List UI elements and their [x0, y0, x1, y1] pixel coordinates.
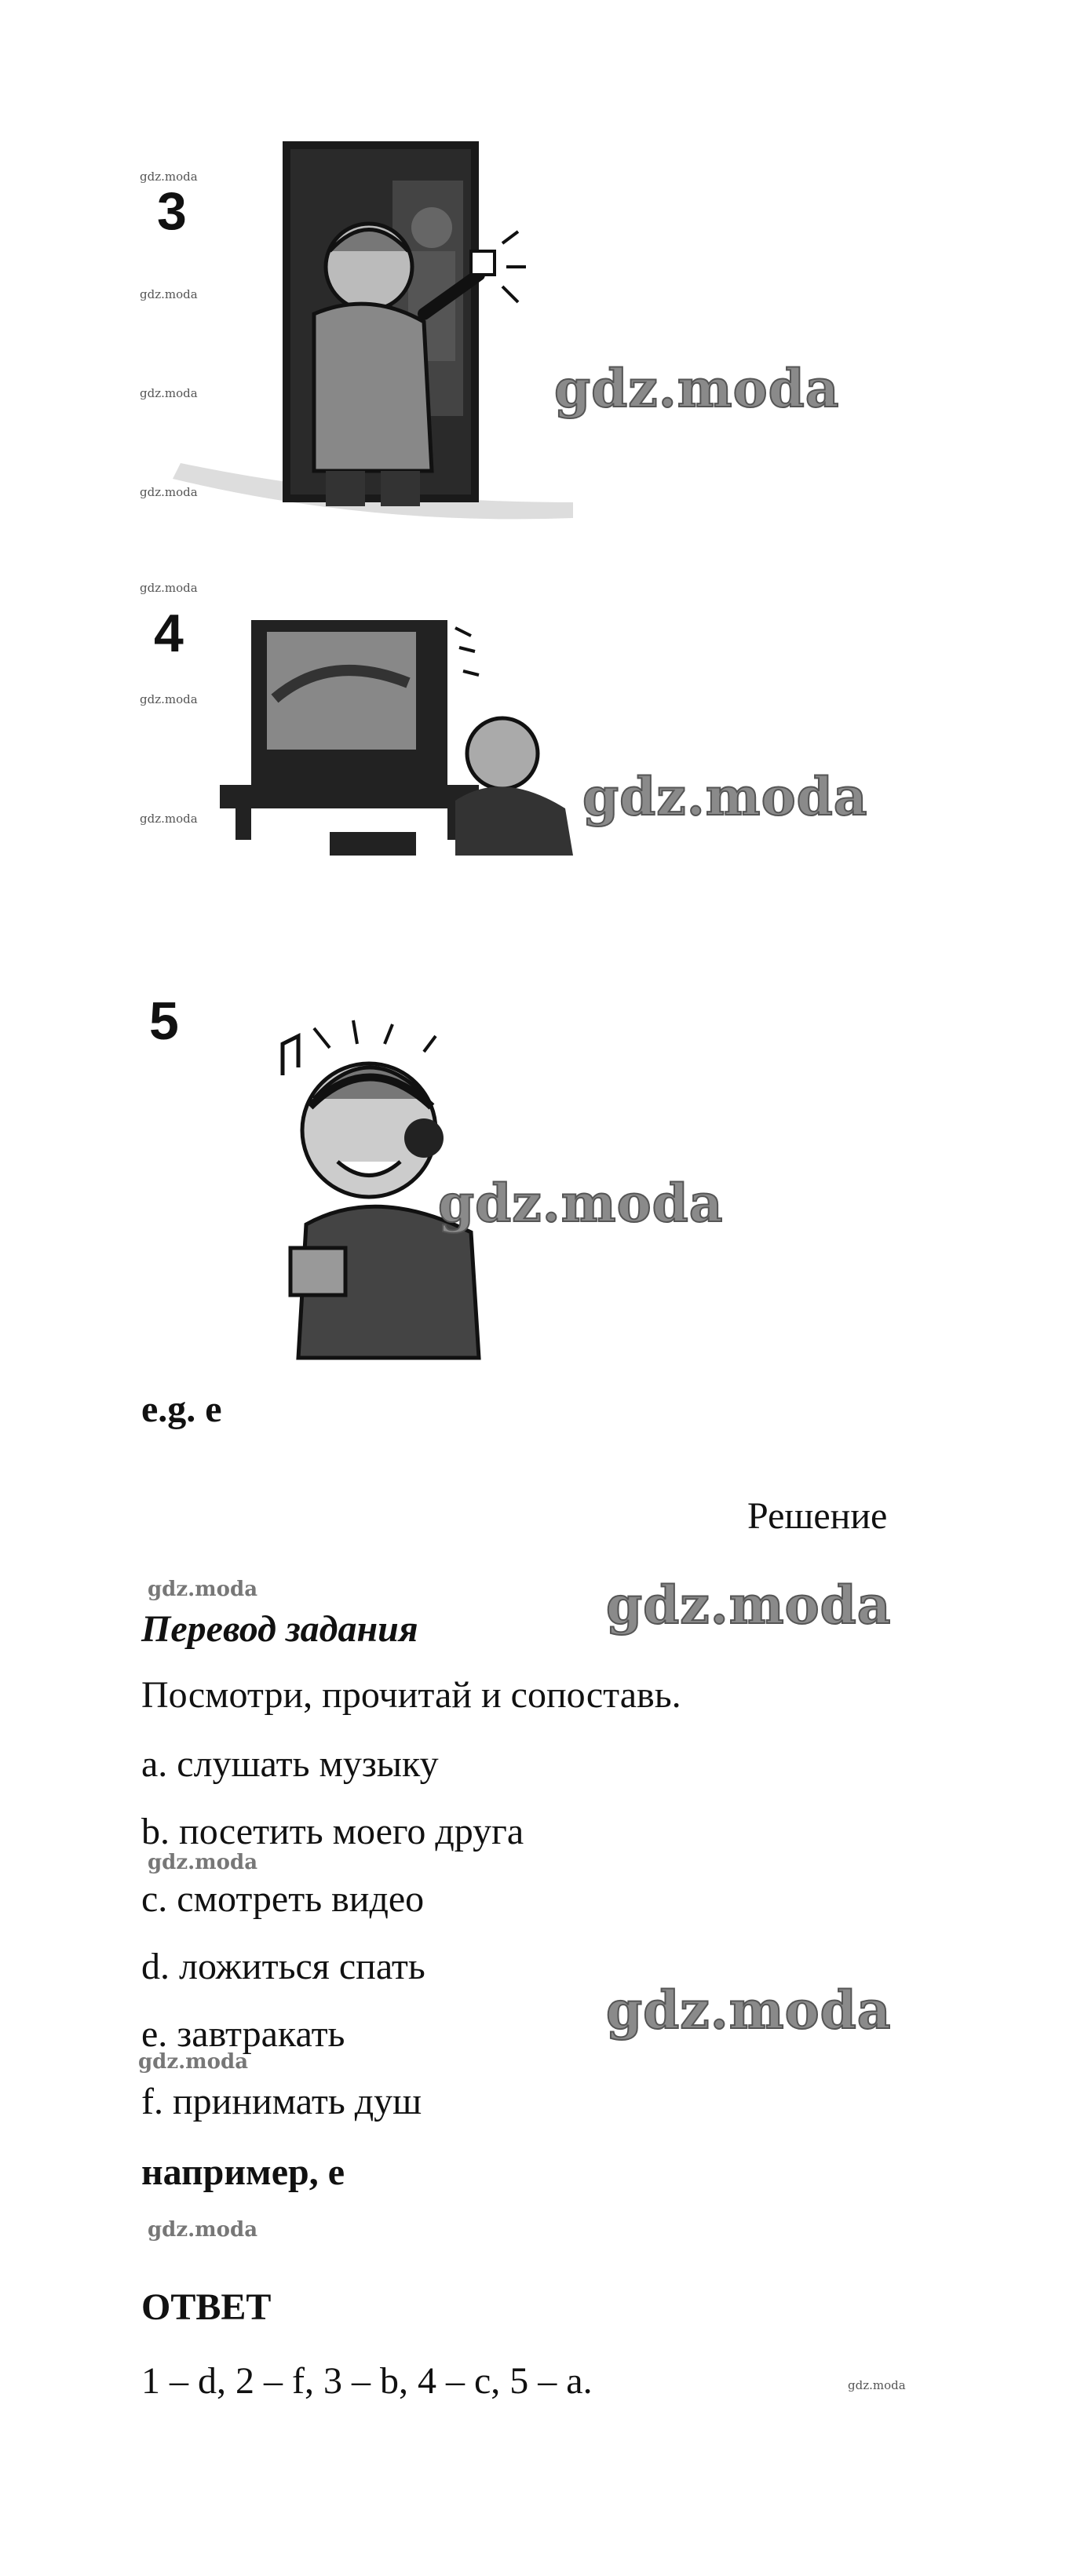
watermark-large: gdz.moda: [606, 1574, 892, 1636]
watermark-large: gdz.moda: [582, 766, 868, 827]
translation-example: например, е: [141, 2151, 345, 2193]
item-number-4: 4: [154, 604, 184, 663]
item-3-illustration: [133, 133, 604, 542]
solution-label: Решение: [747, 1495, 888, 1537]
list-item: e. завтракать: [141, 2013, 345, 2055]
watermark-medium: gdz.moda: [148, 2218, 258, 2242]
answer-heading: ОТВЕТ: [141, 2286, 272, 2328]
list-item: f. принимать душ: [141, 2081, 422, 2122]
item-4-illustration: [220, 604, 597, 871]
watermark-large: gdz.moda: [438, 1173, 724, 1234]
watermark-small: gdz.moda: [140, 812, 198, 826]
watermark-medium: gdz.moda: [138, 2050, 249, 2074]
example-line: e.g. e: [141, 1388, 222, 1430]
watermark-small: gdz.moda: [140, 170, 198, 184]
watermark-small: gdz.moda: [140, 581, 198, 595]
watermark-small: gdz.moda: [140, 692, 198, 706]
watermark-small: gdz.moda: [848, 2378, 906, 2392]
tv-scene-image: [220, 604, 597, 871]
answer-line: 1 – d, 2 – f, 3 – b, 4 – c, 5 – a.: [141, 2360, 593, 2402]
list-item: a. слушать музыку: [141, 1743, 439, 1785]
watermark-small: gdz.moda: [140, 287, 198, 301]
door-scene-image: [133, 133, 604, 542]
item-number-5: 5: [149, 991, 179, 1051]
translation-heading: Перевод задания: [141, 1608, 418, 1650]
item-number-3: 3: [157, 181, 187, 241]
watermark-medium: gdz.moda: [148, 1851, 258, 1874]
watermark-small: gdz.moda: [140, 386, 198, 400]
translation-instruction: Посмотри, прочитай и сопоставь.: [141, 1674, 681, 1716]
watermark-medium: gdz.moda: [148, 1578, 258, 1601]
list-item: d. ложиться спать: [141, 1946, 425, 1987]
watermark-large: gdz.moda: [554, 358, 840, 419]
watermark-small: gdz.moda: [140, 485, 198, 499]
watermark-large: gdz.moda: [606, 1979, 892, 2041]
list-item: c. смотреть видео: [141, 1878, 425, 1920]
list-item: b. посетить моего друга: [141, 1811, 524, 1852]
